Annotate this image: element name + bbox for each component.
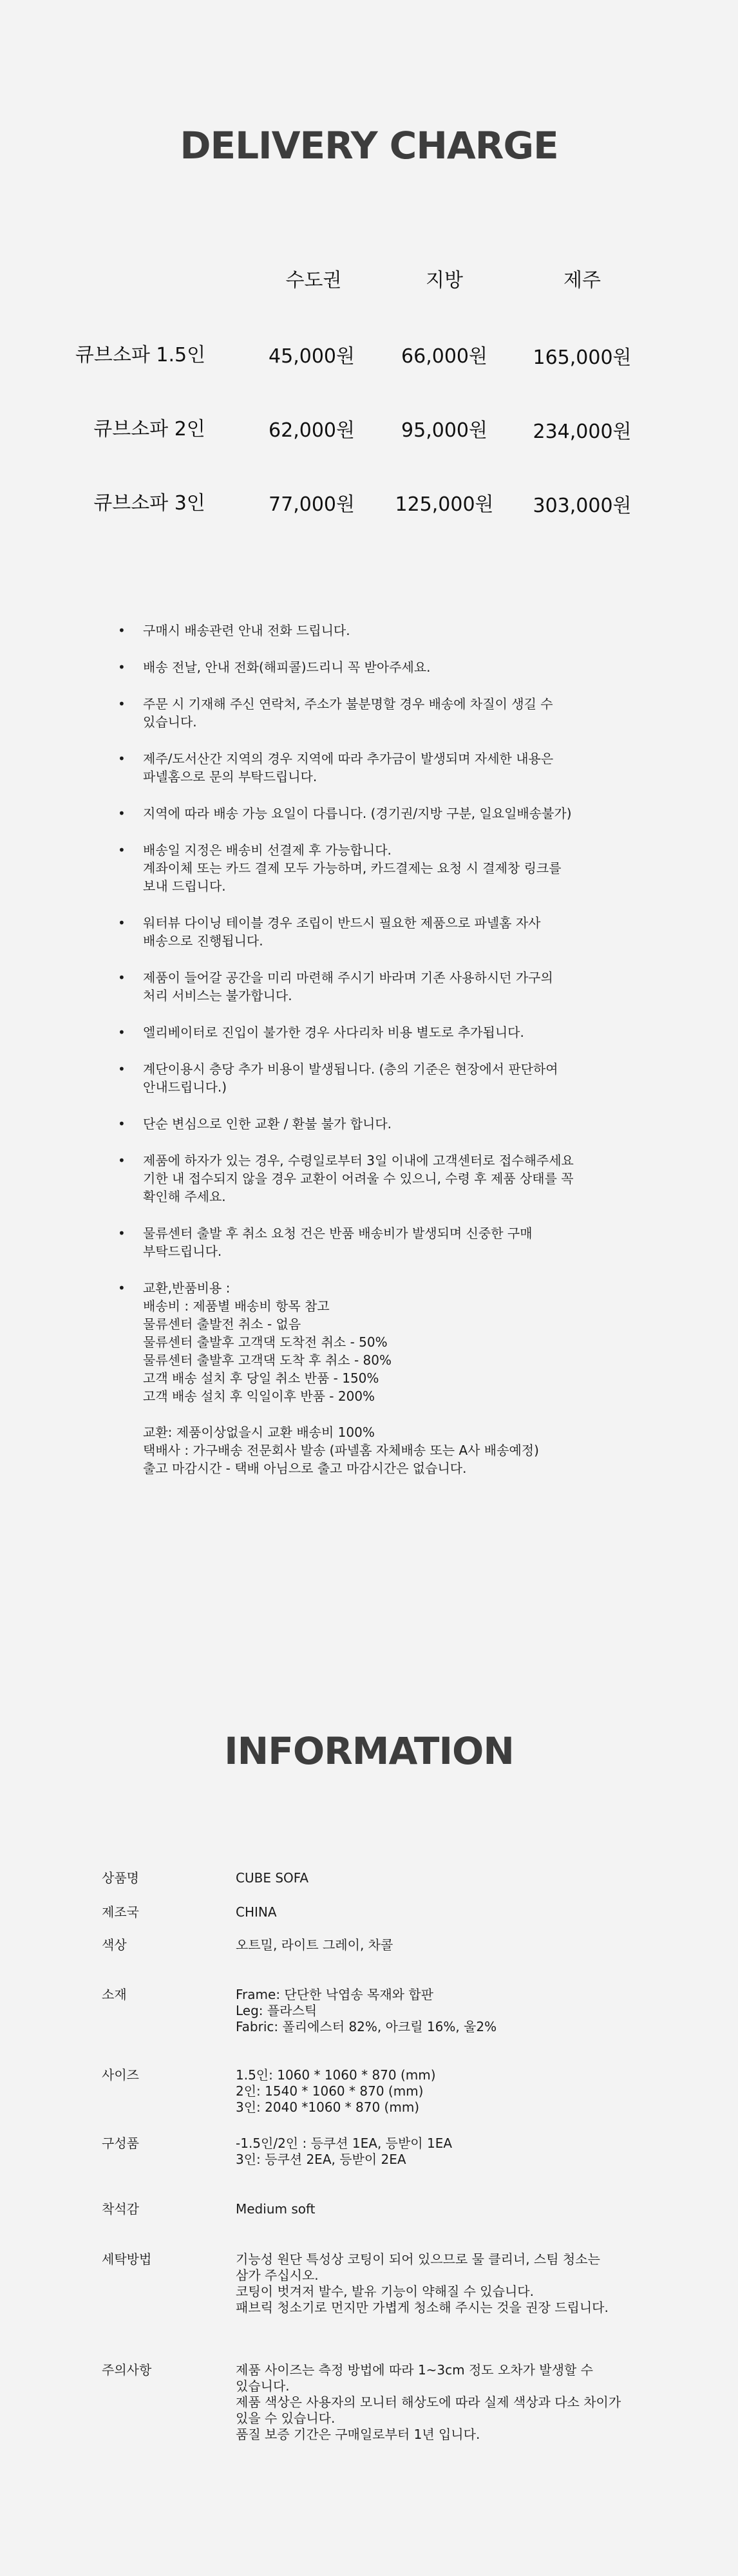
notice-item (118, 804, 627, 822)
notice-text: 제주/도서산간 지역의 경우 지역에 따라 추가금이 발생되며 자세한 내용은 파넬홈으로 문의 부탁드립니다. (143, 751, 554, 784)
price-1-5-seat-regional: 66,000원 (401, 345, 487, 368)
info-label: 소재 (102, 1987, 127, 2002)
notice-text: 단순 변심으로 인한 교환 / 환불 불가 합니다. (143, 1116, 392, 1132)
info-label: 구성품 (102, 2136, 139, 2151)
bullet-icon: • (118, 751, 126, 766)
info-label: 색상 (102, 1937, 127, 1953)
information-title: INFORMATION (224, 1729, 514, 1773)
notice-item (118, 695, 627, 731)
info-value: Medium soft (236, 2201, 316, 2217)
notice-item (118, 841, 627, 895)
bullet-icon: • (118, 1116, 126, 1132)
info-value: CUBE SOFA (236, 1870, 309, 1886)
notice-text: 구매시 배송관련 안내 전화 드립니다. (143, 623, 350, 638)
price-3-seat-regional: 125,000원 (395, 493, 494, 516)
delivery-charge-title: DELIVERY CHARGE (180, 124, 558, 167)
info-label: 사이즈 (102, 2067, 139, 2083)
info-label: 제조국 (102, 1904, 139, 1920)
info-value: CHINA (236, 1904, 277, 1920)
bullet-icon: • (118, 1226, 126, 1241)
bullet-icon: • (118, 970, 126, 985)
notice-text: 제품에 하자가 있는 경우, 수령일로부터 3일 이내에 고객센터로 접수해주세요 기한 내 접수되지 않을 경우 교환이 어려울 수 있으니, 수령 후 제품 상태를 꼭 확인해 주세요. (143, 1153, 574, 1204)
row-label-2-seat: 큐브소파 2인 (93, 418, 205, 440)
info-label: 주의사항 (102, 2362, 152, 2378)
info-value: 제품 사이즈는 측정 방법에 따라 1~3cm 정도 오차가 발생할 수 있습니다. 제품 색상은 사용자의 모니터 해상도에 따라 실제 색상과 다소 차이가 있을 수 있습니다. 품질 보증 기간은 구매일로부터 1년 입니다. (236, 2362, 621, 2442)
notice-item (118, 658, 627, 676)
price-3-seat-jeju: 303,000원 (533, 495, 632, 517)
bullet-icon: • (118, 806, 126, 821)
column-header-jeju: 제주 (563, 269, 601, 292)
price-2-seat-metro: 62,000원 (269, 419, 355, 442)
info-label: 착석감 (102, 2201, 139, 2217)
bullet-icon: • (118, 1025, 126, 1040)
price-1-5-seat-jeju: 165,000원 (533, 346, 632, 369)
row-label-3-seat: 큐브소파 3인 (93, 492, 205, 515)
notice-text: 교환,반품비용 : 배송비 : 제품별 배송비 항목 참고 물류센터 출발전 취소 - 없음 물류센터 출발후 고객댁 도착전 취소 - 50% 물류센터 출발후 고객댁 도착 후 취소 - 80% 고객 배송 설치 후 당일 취소 반품 - 150% 고객 배송 설치 후 익일이후 반품 - 200% 교환: 제품이상없을시 교환 배송비 100% 택배사 : 가구배송 전문회사 발송 (파넬홈 자체배송 또는 A사 배송예정) 출고 마감시간 - 택배 아님으로 출고 마감시간은 없습니다. (143, 1280, 539, 1476)
notice-text: 주문 시 기재해 주신 연락처, 주소가 불분명할 경우 배송에 차질이 생길 수 있습니다. (143, 696, 553, 730)
info-value: 오트밀, 라이트 그레이, 차콜 (236, 1937, 393, 1953)
info-label: 상품명 (102, 1870, 139, 1886)
notice-item (118, 1023, 627, 1041)
notice-item (118, 750, 627, 786)
bullet-icon: • (118, 915, 126, 931)
bullet-icon: • (118, 696, 126, 712)
price-3-seat-metro: 77,000원 (269, 493, 355, 516)
bullet-icon: • (118, 659, 126, 675)
info-label: 세탁방법 (102, 2251, 152, 2267)
delivery-notice-list (118, 621, 627, 1477)
notice-text: 엘리베이터로 진입이 불가한 경우 사다리차 비용 별도로 추가됩니다. (143, 1025, 524, 1040)
info-value: -1.5인/2인 : 등쿠션 1EA, 등받이 1EA 3인: 등쿠션 2EA, 등받이 2EA (236, 2136, 453, 2167)
bullet-icon: • (118, 1280, 126, 1296)
notice-text: 지역에 따라 배송 가능 요일이 다릅니다. (경기권/지방 구분, 일요일배송불가) (143, 806, 572, 821)
column-header-metro: 수도권 (285, 269, 342, 292)
notice-item (118, 1279, 627, 1477)
column-header-regional: 지방 (426, 269, 463, 292)
notice-item (118, 1115, 627, 1133)
price-1-5-seat-metro: 45,000원 (269, 345, 355, 368)
notice-text: 물류센터 출발 후 취소 요청 건은 반품 배송비가 발생되며 신중한 구매 부탁드립니다. (143, 1226, 533, 1259)
row-label-1-5-seat: 큐브소파 1.5인 (75, 344, 206, 366)
price-2-seat-jeju: 234,000원 (533, 421, 632, 443)
bullet-icon: • (118, 1061, 126, 1077)
notice-text: 계단이용시 층당 추가 비용이 발생됩니다. (층의 기준은 현장에서 판단하여 안내드립니다.) (143, 1061, 558, 1095)
notice-text: 워터뷰 다이닝 테이블 경우 조립이 반드시 필요한 제품으로 파넬홈 자사 배송으로 진행됩니다. (143, 915, 541, 949)
notice-item (118, 914, 627, 950)
notice-text: 배송일 지정은 배송비 선결제 후 가능합니다. 계좌이체 또는 카드 결제 모두 가능하며, 카드결제는 요청 시 결제창 링크를 보내 드립니다. (143, 842, 562, 894)
notice-item (118, 621, 627, 639)
info-value: Frame: 단단한 낙엽송 목재와 합판 Leg: 플라스틱 Fabric: 폴리에스터 82%, 아크릴 16%, 울2% (236, 1987, 497, 2034)
bullet-icon: • (118, 842, 126, 858)
notice-item (118, 1224, 627, 1260)
info-value: 1.5인: 1060 * 1060 * 870 (mm) 2인: 1540 * 1060 * 870 (mm) 3인: 2040 *1060 * 870 (mm) (236, 2067, 436, 2115)
bullet-icon: • (118, 623, 126, 638)
info-value: 기능성 원단 특성상 코팅이 되어 있으므로 물 클리너, 스팀 청소는 삼가 주십시오. 코팅이 벗겨저 발수, 발유 기능이 약해질 수 있습니다. 패브릭 청소기로 먼지만 가볍게 청소해 주시는 것을 권장 드립니다. (236, 2251, 609, 2315)
notice-item (118, 969, 627, 1005)
price-2-seat-regional: 95,000원 (401, 419, 487, 442)
bullet-icon: • (118, 1153, 126, 1168)
notice-item (118, 1151, 627, 1206)
notice-text: 제품이 들어갈 공간을 미리 마련해 주시기 바라며 기존 사용하시던 가구의 처리 서비스는 불가합니다. (143, 970, 553, 1003)
notice-text: 배송 전날, 안내 전화(해피콜)드리니 꼭 받아주세요. (143, 659, 431, 675)
notice-item (118, 1060, 627, 1096)
